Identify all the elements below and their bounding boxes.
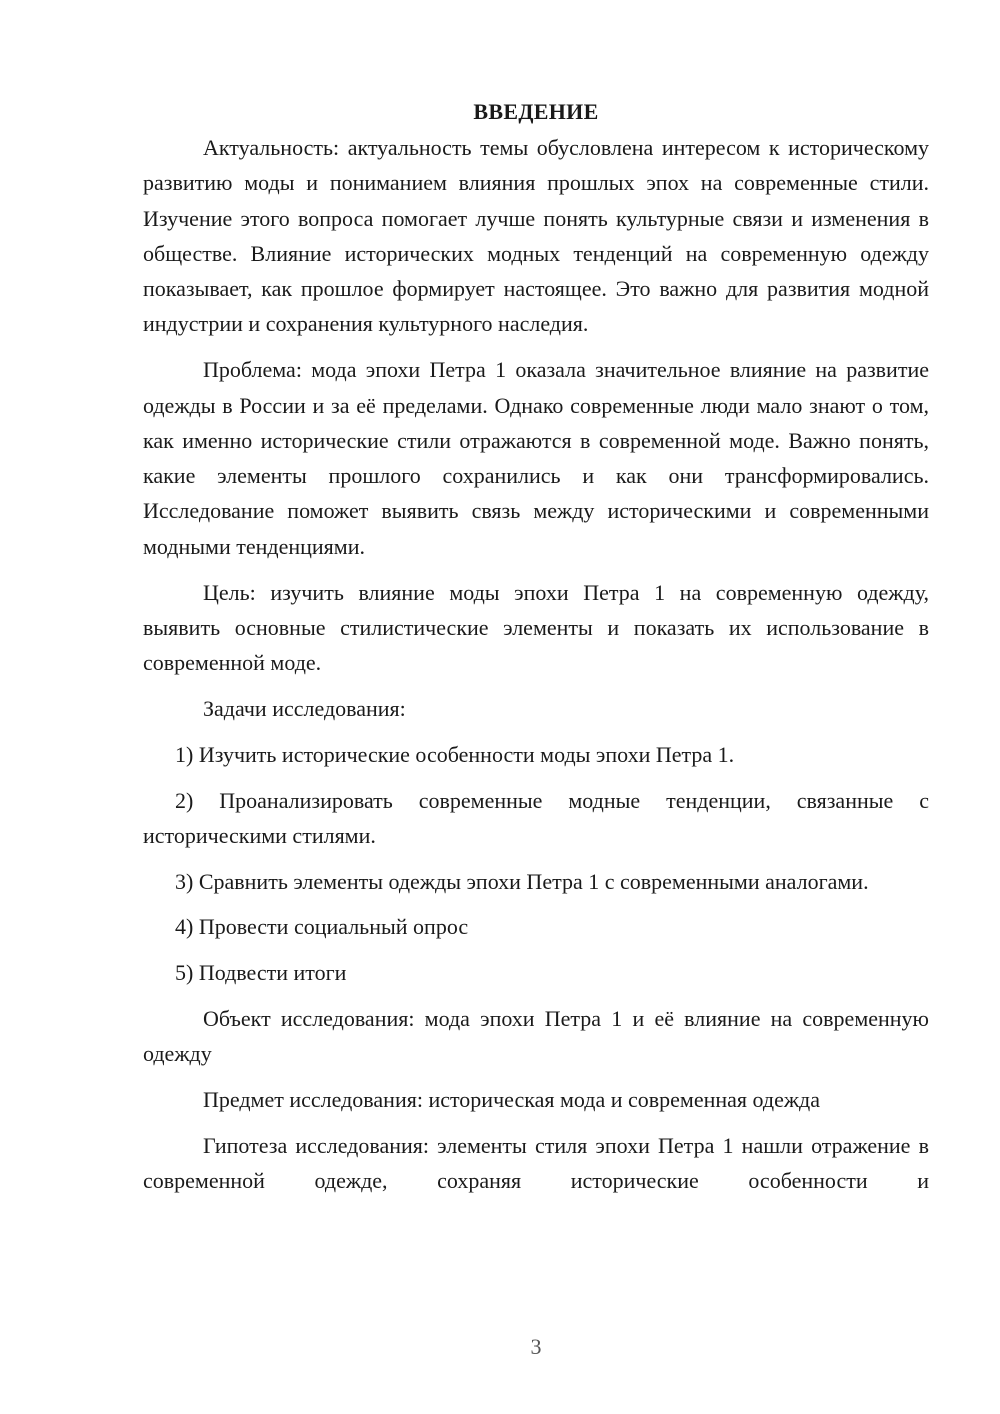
task-item-2: 2) Проанализировать современные модные тенденции, связанные с историческими стилями. — [143, 787, 929, 848]
paragraph-hypothesis: Гипотеза исследования: элементы стиля эпохи Петра 1 нашли отражение в современной одежде, сохраняя исторические особенности и — [143, 1132, 929, 1194]
page-number: 3 — [530, 1334, 542, 1359]
task-item-4: 4) Провести социальный опрос — [175, 914, 469, 940]
paragraph-object: Объект исследования: мода эпохи Петра 1 и её влияние на современную одежду — [143, 1006, 929, 1067]
paragraph-goal: Цель: изучить влияние моды эпохи Петра 1 на современную одежду, выявить основные стилистические элементы и показать их использование в современной моде. — [143, 579, 929, 676]
paragraph-subject: Предмет исследования: историческая мода и современная одежда — [203, 1087, 820, 1113]
section-heading: ВВЕДЕНИЕ — [473, 99, 599, 124]
task-item-1: 1) Изучить исторические особенности моды эпохи Петра 1. — [175, 741, 735, 767]
task-item-3: 3) Сравнить элементы одежды эпохи Петра 1 с современными аналогами. — [175, 868, 869, 894]
document-page — [143, 94, 929, 1209]
task-item-5: 5) Подвести итоги — [175, 960, 347, 986]
paragraph-relevance: Актуальность: актуальность темы обусловлена интересом к историческому развитию моды и пониманием влияния прошлых эпох на современные стили. Изучение этого вопроса помогает лучше понять культурные связи и изменения в обществе. Влияние исторических модных тенденций на современную одежду показывает, как прошлое формирует настоящее. Это важно для развития модной индустрии и сохранения культурного наследия. — [143, 135, 929, 337]
paragraph-problem: Проблема: мода эпохи Петра 1 оказала значительное влияние на развитие одежды в России и за её пределами. Однако современные люди мало знают о том, как именно исторические стили отражаются в современной моде. Важно понять, какие элементы прошлого сохранились и как они трансформировались. Исследование поможет выявить связь между историческими и современными модными тенденциями. — [143, 357, 929, 559]
paragraph-tasks-title: Задачи исследования: — [203, 695, 406, 721]
